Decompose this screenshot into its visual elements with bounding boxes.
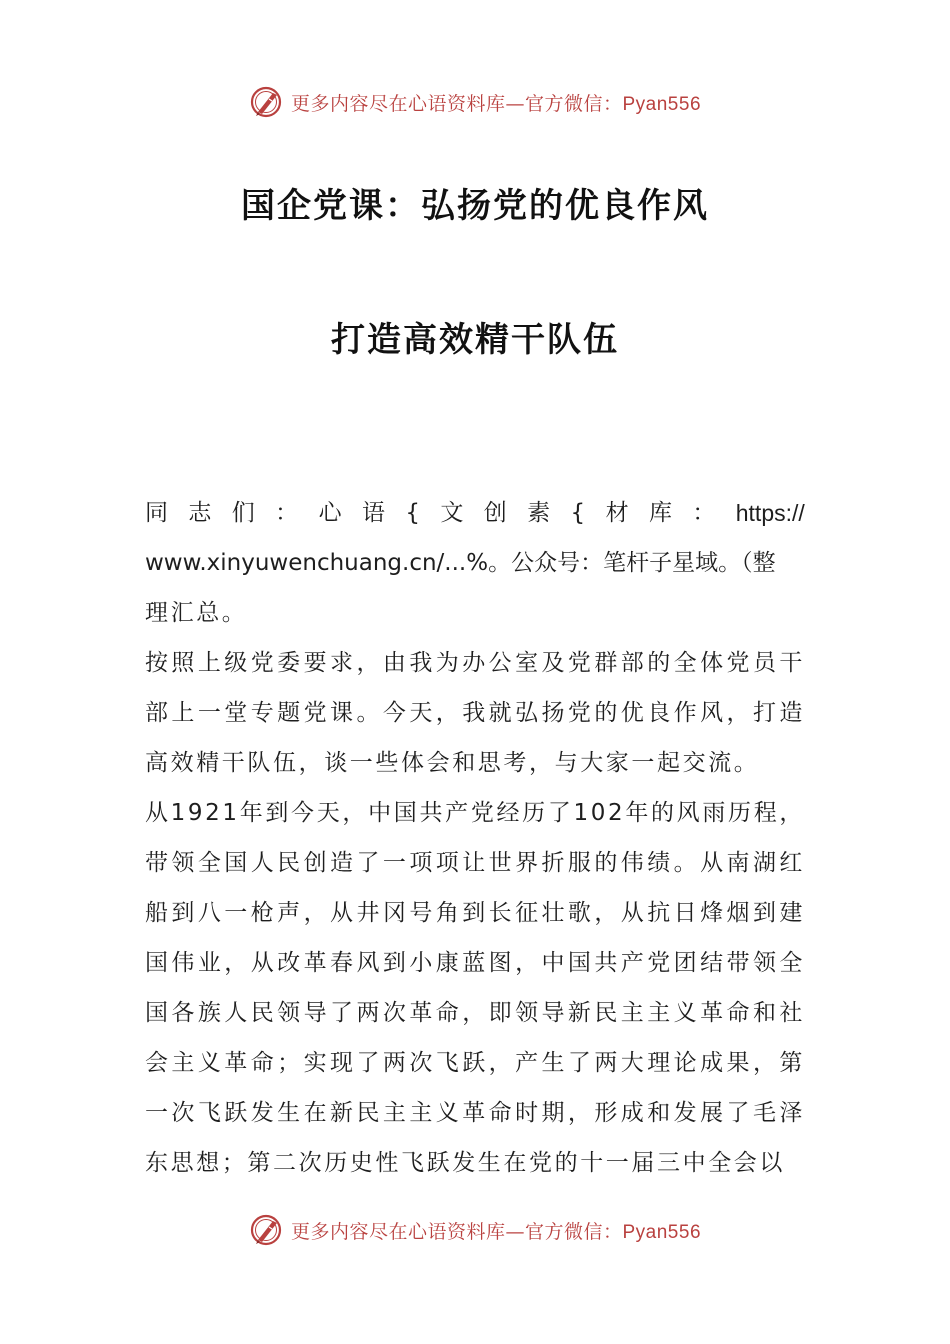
paragraph-1: 按照上级党委要求，由我为办公室及党群部的全体党员干部上一堂专题党课。今天，我就弘扬党的优良作风，打造高效精干队伍，谈一些体会和思考，与大家一起交流。 [145,650,805,776]
intro-char: 库 [648,500,672,526]
intro-line-3: 理汇总。 [145,600,248,626]
intro-line-1 [145,488,805,538]
intro-char: 志 [188,500,212,526]
header-banner-text: 更多内容尽在心语资料库—官方微信：Pyan556 [290,92,702,115]
document-title-line2: 打造高效精干队伍 [331,320,619,360]
footer-banner [0,1210,950,1250]
intro-line-2: www.xinyuwenchuang.cn/...%。公众号：笔杆子星域。（整 [145,550,776,576]
intro-char: 创 [483,500,507,526]
intro-char: 同 [145,500,168,526]
intro-char: 素 [527,500,551,526]
intro-char: 心 [318,500,342,526]
paragraph-2: 从1921年到今天，中国共产党经历了102年的风雨历程，带领全国人民创造了一项项让世界折服的伟绩。从南湖红船到八一枪声，从井冈号角到长征壮歌，从抗日烽烟到建国伟业，从改革春风到小康蓝图，中国共产党团结带领全国各族人民领导了两次革命，即领导新民主主义革命和社会主义革命；实现了两次飞跃，产生了两大理论成果，第一次飞跃发生在新民主主义革命时期，形成和发展了毛泽东思想；第二次历史性飞跃发生在党的十一届三中全会以 [145,800,805,1176]
intro-char: 语 [361,500,385,526]
document-body [145,488,805,1188]
intro-char: ： [275,500,299,526]
pen-logo-icon [249,85,283,119]
pen-logo-icon [249,1213,283,1247]
intro-char: https:// [735,500,805,526]
header-banner [0,82,950,122]
intro-char: 材 [605,500,629,526]
footer-contact-id: Pyan556 [622,1221,702,1243]
intro-char: ： [692,500,716,526]
document-title-line1: 国企党课：弘扬党的优良作风 [241,186,709,226]
intro-char: { [405,500,420,526]
intro-char: 文 [440,500,464,526]
footer-banner-text: 更多内容尽在心语资料库—官方微信：Pyan556 [290,1220,702,1243]
header-contact-id: Pyan556 [622,93,702,115]
intro-char: { [570,500,586,526]
intro-char: 们 [231,500,255,526]
